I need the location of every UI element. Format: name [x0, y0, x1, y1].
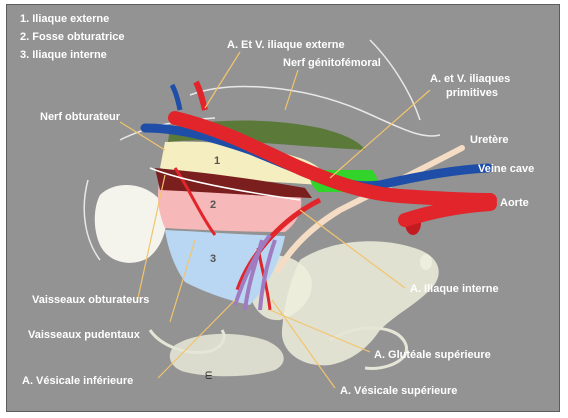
legend-item-3: 3. Iliaque interne: [20, 49, 107, 61]
a-iliaque-externe-top: [196, 82, 205, 110]
label-av-iliaques-primitives-1: A. et V. iliaques: [430, 73, 511, 85]
label-a-vesicale-superieure: A. Vésicale supérieure: [340, 385, 458, 397]
legend-item-1: 1. Iliaque externe: [20, 13, 110, 25]
label-av-iliaques-primitives-2: primitives: [446, 87, 498, 99]
label-av-iliaque-externe: A. Et V. iliaque externe: [227, 39, 345, 51]
legend-item-2: 2. Fosse obturatrice: [20, 31, 125, 43]
label-a-iliaque-interne: A. Iliaque interne: [410, 283, 499, 295]
sacral-foramen: [420, 254, 432, 270]
label-vaisseaux-pudentaux: Vaisseaux pudentaux: [28, 329, 140, 341]
label-a-gluteale-superieure: A. Glutéale supérieure: [374, 349, 491, 361]
zone-3-number: 3: [210, 253, 217, 265]
label-vaisseaux-obturateurs: Vaisseaux obturateurs: [32, 294, 150, 306]
label-uretere: Uretère: [470, 134, 509, 146]
label-a-vesicale-inferieure: A. Vésicale inférieure: [22, 375, 134, 387]
aorte-lower: [405, 204, 490, 220]
v-iliaque-externe-top: [172, 85, 180, 110]
label-veine-cave: Veine cave: [478, 163, 535, 175]
label-aorte: Aorte: [500, 197, 529, 209]
femoral-head: [95, 185, 166, 263]
artist-signature: ᗴ: [205, 371, 213, 382]
zone-1-number: 1: [214, 155, 221, 167]
label-nerf-obturateur: Nerf obturateur: [40, 111, 121, 123]
zone-2-number: 2: [210, 199, 217, 211]
pubic-ramus: [170, 334, 284, 376]
label-nerf-genitofemoral: Nerf génitofémoral: [283, 57, 381, 69]
